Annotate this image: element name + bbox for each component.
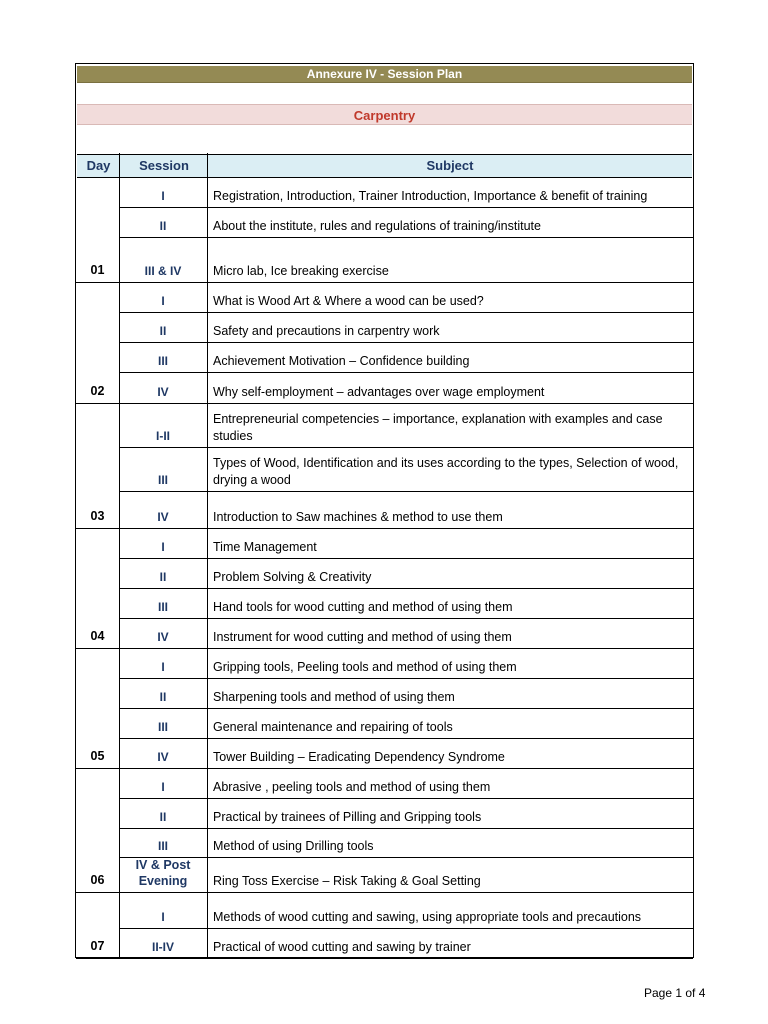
subject-cell: Why self-employment – advantages over wage employment — [213, 385, 545, 399]
subject-cell: What is Wood Art & Where a wood can be used? — [213, 294, 484, 308]
row-divider — [119, 312, 693, 313]
day-cell: 01 — [90, 263, 105, 277]
header-session: Session — [139, 158, 189, 173]
session-cell: IV — [157, 750, 169, 764]
session-cell: I-II — [156, 429, 170, 443]
day-divider — [76, 768, 693, 769]
header-subject: Subject — [426, 158, 474, 173]
page-number: Page 1 of 4 — [644, 986, 706, 1000]
session-cell: III — [157, 473, 168, 487]
day-divider — [76, 892, 693, 893]
day-divider — [76, 958, 693, 959]
day-divider — [76, 648, 693, 649]
session-cell: I — [161, 540, 165, 554]
column-divider — [207, 153, 208, 958]
row-divider — [119, 558, 693, 559]
row-divider — [119, 678, 693, 679]
day-cell: 02 — [90, 384, 105, 398]
session-cell: I — [161, 189, 165, 203]
session-cell: II — [159, 690, 167, 704]
subject-cell: Hand tools for wood cutting and method of using them — [213, 600, 513, 614]
day-cell: 06 — [90, 873, 105, 887]
session-cell: III — [157, 839, 168, 853]
day-cell: 03 — [90, 509, 105, 523]
day-divider — [76, 403, 693, 404]
session-cell: I — [161, 660, 165, 674]
subject-cell: Registration, Introduction, Trainer Introduction, Importance & benefit of training — [213, 189, 648, 203]
table-header-row — [77, 154, 692, 178]
session-cell: I — [161, 294, 165, 308]
page-title: Annexure IV - Session Plan — [77, 66, 692, 83]
session-cell: IV — [157, 385, 169, 399]
subject-cell: Methods of wood cutting and sawing, using appropriate tools and precautions — [213, 910, 642, 924]
session-cell: III & IV — [144, 264, 182, 278]
session-cell: II — [159, 810, 167, 824]
session-cell: I — [161, 780, 165, 794]
subject-cell: Achievement Motivation – Confidence building — [213, 354, 470, 368]
session-cell: IV — [157, 510, 169, 524]
subject-cell: Practical by trainees of Pilling and Gripping tools — [213, 810, 482, 824]
session-cell: II — [159, 570, 167, 584]
day-divider — [76, 282, 693, 283]
row-divider — [119, 237, 693, 238]
session-cell: II-IV — [151, 940, 174, 954]
session-cell: III — [157, 720, 168, 734]
subject-cell: Problem Solving & Creativity — [213, 570, 372, 584]
subject-cell: Tower Building – Eradicating Dependency Syndrome — [213, 750, 505, 764]
day-cell: 04 — [90, 629, 105, 643]
row-divider — [119, 738, 693, 739]
day-divider — [76, 528, 693, 529]
session-cell: III — [157, 600, 168, 614]
row-divider — [119, 828, 693, 829]
session-cell: I — [161, 910, 165, 924]
trade-subtitle: Carpentry — [77, 104, 692, 125]
session-cell: IV — [157, 630, 169, 644]
day-cell: 05 — [90, 749, 105, 763]
day-cell: 07 — [90, 939, 105, 953]
subject-cell: Types of Wood, Identification and its uses according to the types, Selection of wood, drying a wood — [213, 456, 679, 487]
subject-cell: Instrument for wood cutting and method of using them — [213, 630, 512, 644]
subject-cell: Method of using Drilling tools — [213, 839, 374, 853]
subject-cell: Safety and precautions in carpentry work — [213, 324, 440, 338]
row-divider — [119, 491, 693, 492]
row-divider — [119, 447, 693, 448]
session-cell: II — [159, 219, 167, 233]
subject-cell: Entrepreneurial competencies – importance, explanation with examples and case studies — [213, 412, 663, 443]
row-divider — [119, 588, 693, 589]
subject-cell: About the institute, rules and regulations of training/institute — [213, 219, 541, 233]
subject-cell: Gripping tools, Peeling tools and method of using them — [213, 660, 517, 674]
session-cell: II — [159, 324, 167, 338]
subject-cell: Sharpening tools and method of using them — [213, 690, 455, 704]
row-divider — [119, 928, 693, 929]
header-day: Day — [86, 158, 111, 173]
subject-cell: Introduction to Saw machines & method to use them — [213, 510, 503, 524]
subject-cell: Practical of wood cutting and sawing by trainer — [213, 940, 471, 954]
row-divider — [119, 207, 693, 208]
row-divider — [119, 342, 693, 343]
subject-cell: Ring Toss Exercise – Risk Taking & Goal Setting — [213, 874, 481, 888]
row-divider — [119, 708, 693, 709]
session-cell: III — [157, 354, 168, 368]
session-cell: IV & Post Evening — [135, 858, 191, 888]
subject-cell: Micro lab, Ice breaking exercise — [213, 264, 389, 278]
row-divider — [119, 372, 693, 373]
row-divider — [119, 798, 693, 799]
subject-cell: Abrasive , peeling tools and method of using them — [213, 780, 491, 794]
subject-cell: Time Management — [213, 540, 317, 554]
row-divider — [119, 618, 693, 619]
subject-cell: General maintenance and repairing of tools — [213, 720, 453, 734]
